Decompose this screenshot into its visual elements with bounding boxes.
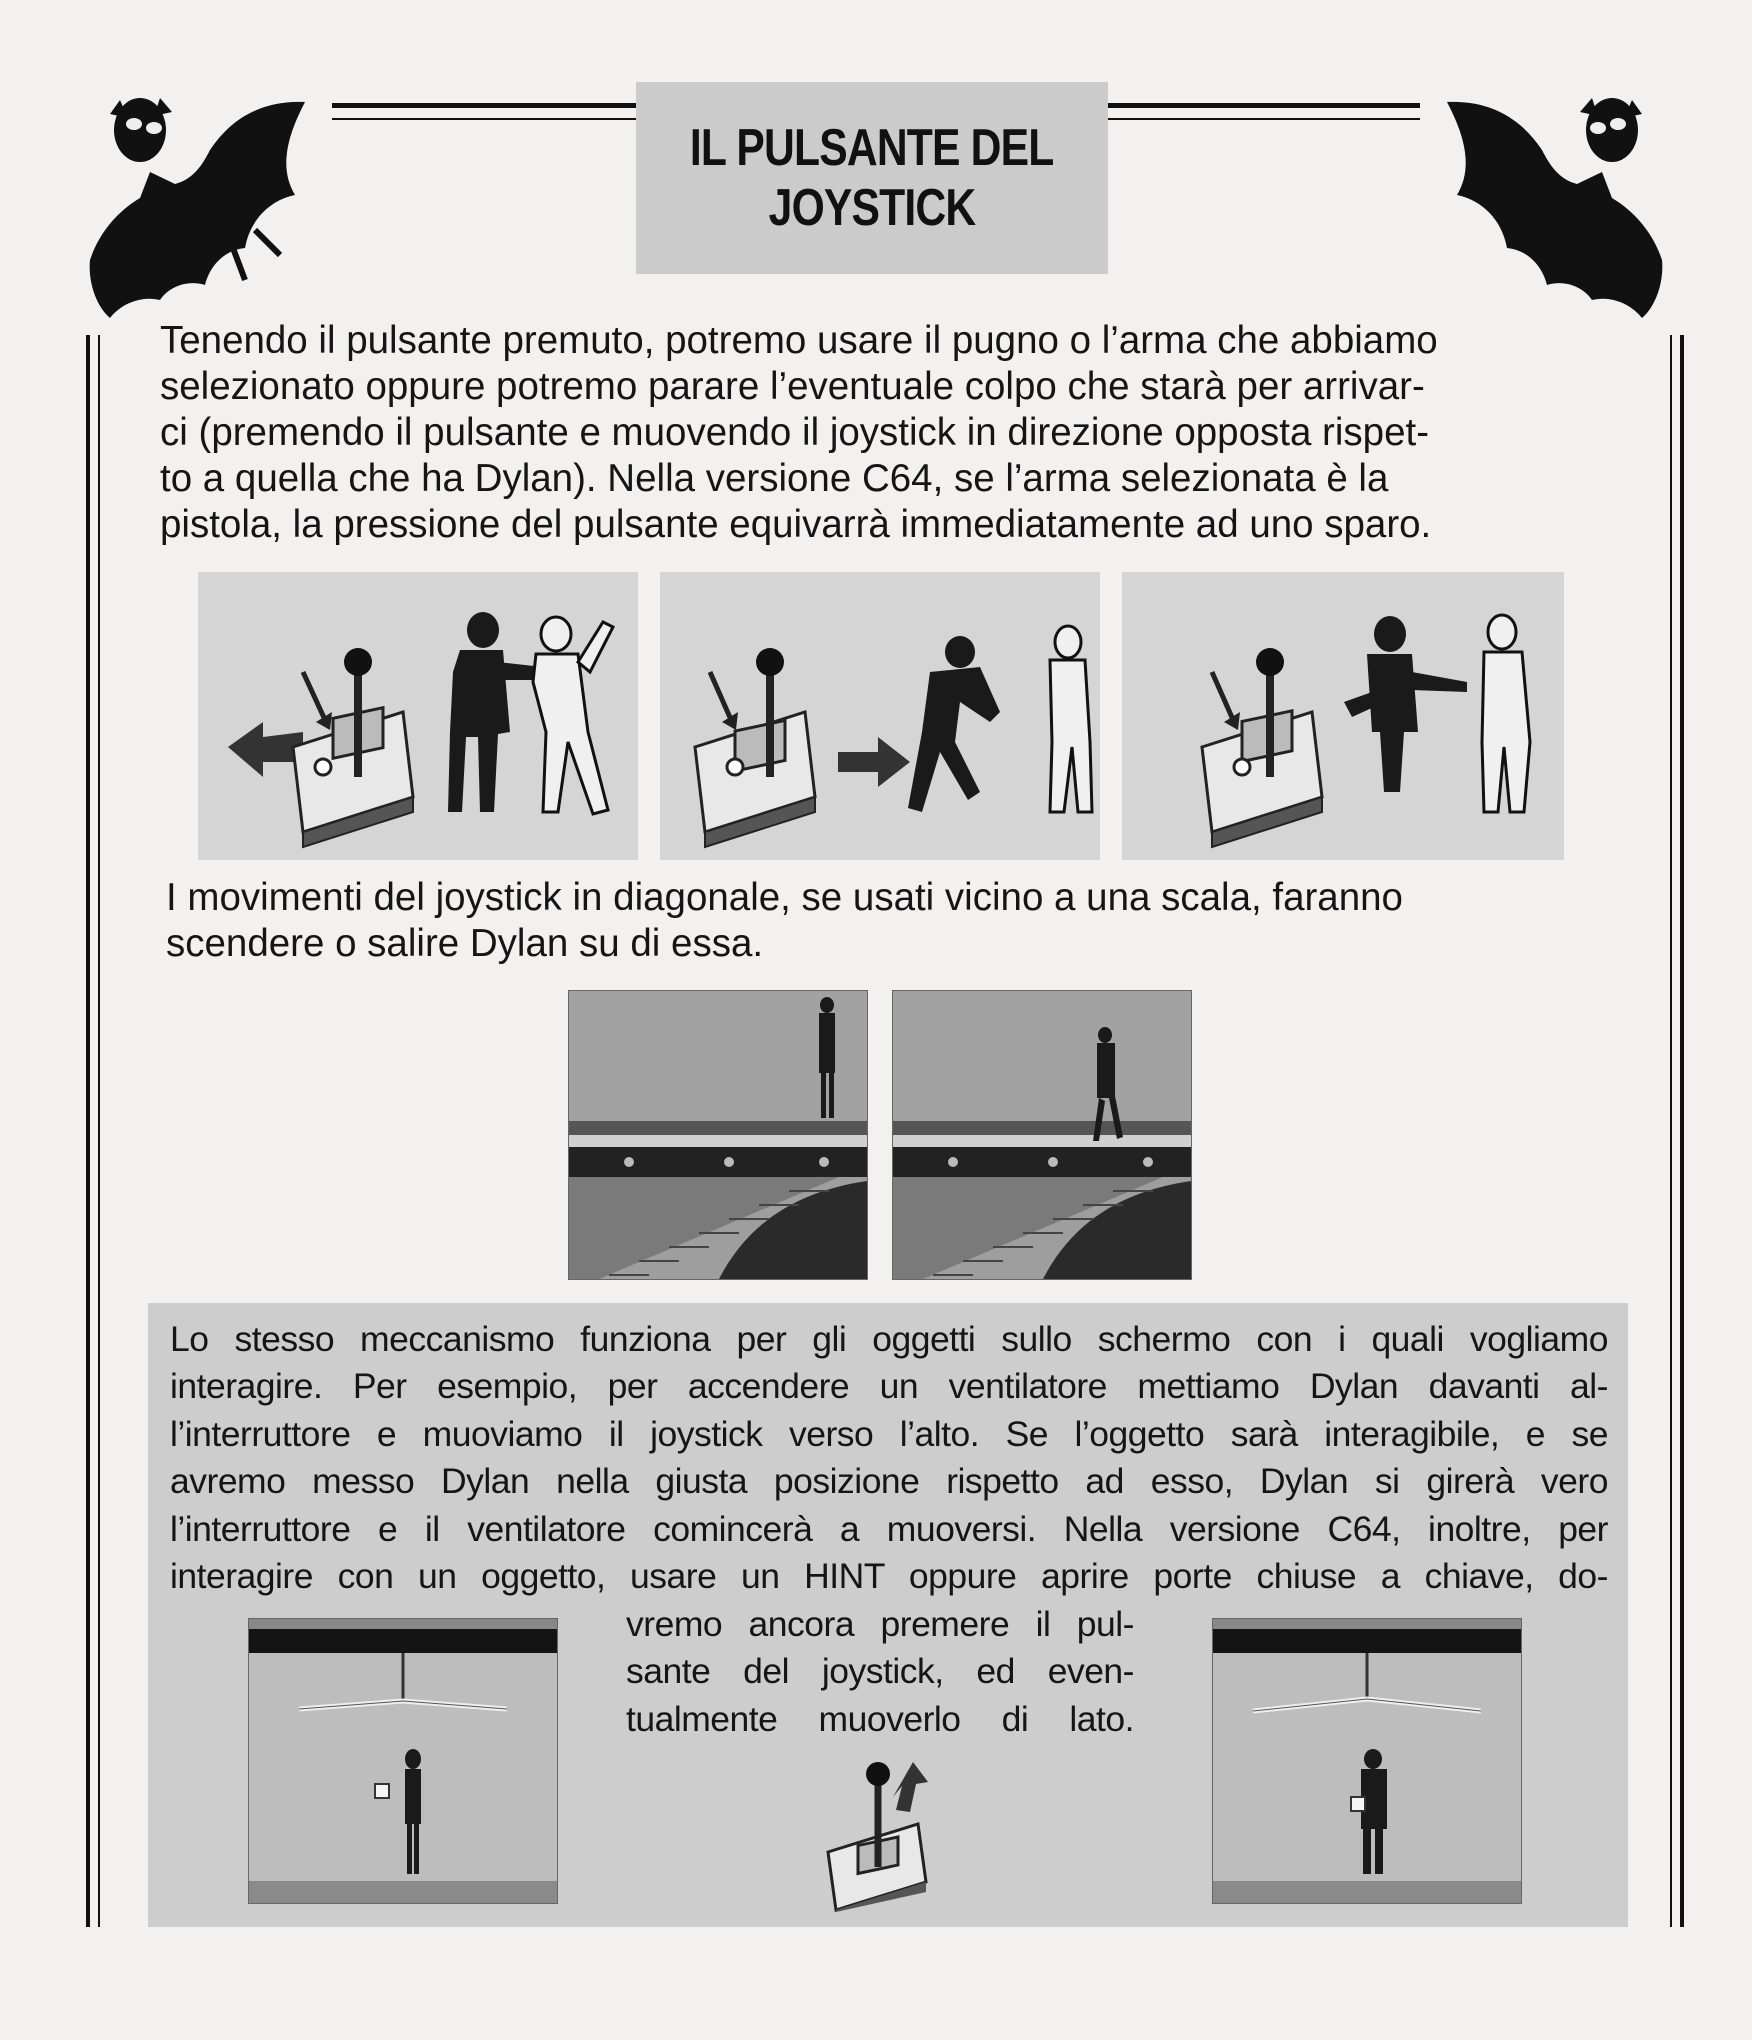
intro-paragraph (160, 318, 1602, 548)
text-line: Tenendo il pulsante premuto, potremo usare il pugno o l’arma che abbiamo (160, 319, 1438, 362)
text-line: sante del joystick, ed even- (626, 1651, 1134, 1691)
header-rule-right (1108, 103, 1420, 108)
text-line: avremo messo Dylan nella giusta posizione rispetto ad esso, Dylan si girerà vero (170, 1461, 1608, 1501)
text-line: to a quella che ha Dylan). Nella versione C64, se l’arma selezionata è la (160, 457, 1389, 500)
joystick-panel-right-lunge (660, 572, 1100, 860)
text-line: selezionato oppure potremo parare l’eventuale colpo che starà per arrivar- (160, 365, 1425, 408)
fan-screen-after (1212, 1618, 1522, 1904)
page-title-line2: JOYSTICK (768, 179, 976, 237)
joystick-panel-gun (1122, 572, 1564, 860)
fan-screen-before (248, 1618, 558, 1904)
joystick-panel-left-punch (198, 572, 638, 860)
bat-right-icon (1432, 80, 1672, 320)
text-line: interagire. Per esempio, per accendere un ventilatore mettiamo Dylan davanti al- (170, 1366, 1608, 1406)
bat-left-icon (80, 80, 320, 320)
stairs-screen-top (568, 990, 868, 1280)
page-title-line1: IL PULSANTE DEL (690, 119, 1054, 177)
right-border-line-thin (1670, 335, 1672, 1927)
page-title (636, 82, 1108, 274)
text-line: Lo stesso meccanismo funziona per gli oggetti sullo schermo con i quali vogliamo (170, 1319, 1608, 1359)
stairs-screen-descending (892, 990, 1192, 1280)
text-line: tualmente muoverlo di lato. (626, 1699, 1134, 1739)
header-rule-left-thin (332, 118, 636, 120)
text-line: pistola, la pressione del pulsante equivarrà immediatamente ad uno sparo. (160, 503, 1432, 546)
left-border-line (86, 335, 90, 1927)
right-border-line (1680, 335, 1684, 1927)
text-line: scendere o salire Dylan su di essa. (166, 922, 764, 965)
header-rule-right-thin (1108, 118, 1420, 120)
header-rule-left (332, 103, 636, 108)
diagonal-paragraph (166, 875, 1602, 967)
text-line: interagire con un oggetto, usare un HINT oppure aprire porte chiuse a chiave, do- (170, 1556, 1608, 1596)
joystick-up-icon (818, 1742, 958, 1912)
text-line: l’interruttore e il ventilatore comincerà a muoversi. Nella versione C64, inoltre, per (170, 1509, 1608, 1549)
text-line: vremo ancora premere il pul- (626, 1604, 1134, 1644)
text-line: l’interruttore e muoviamo il joystick verso l’alto. Se l’oggetto sarà interagibile, e se (170, 1414, 1608, 1454)
text-line: ci (premendo il pulsante e muovendo il joystick in direzione opposta rispet- (160, 411, 1430, 454)
text-line: I movimenti del joystick in diagonale, se usati vicino a una scala, faranno (166, 876, 1403, 919)
left-border-line-thin (98, 335, 100, 1927)
